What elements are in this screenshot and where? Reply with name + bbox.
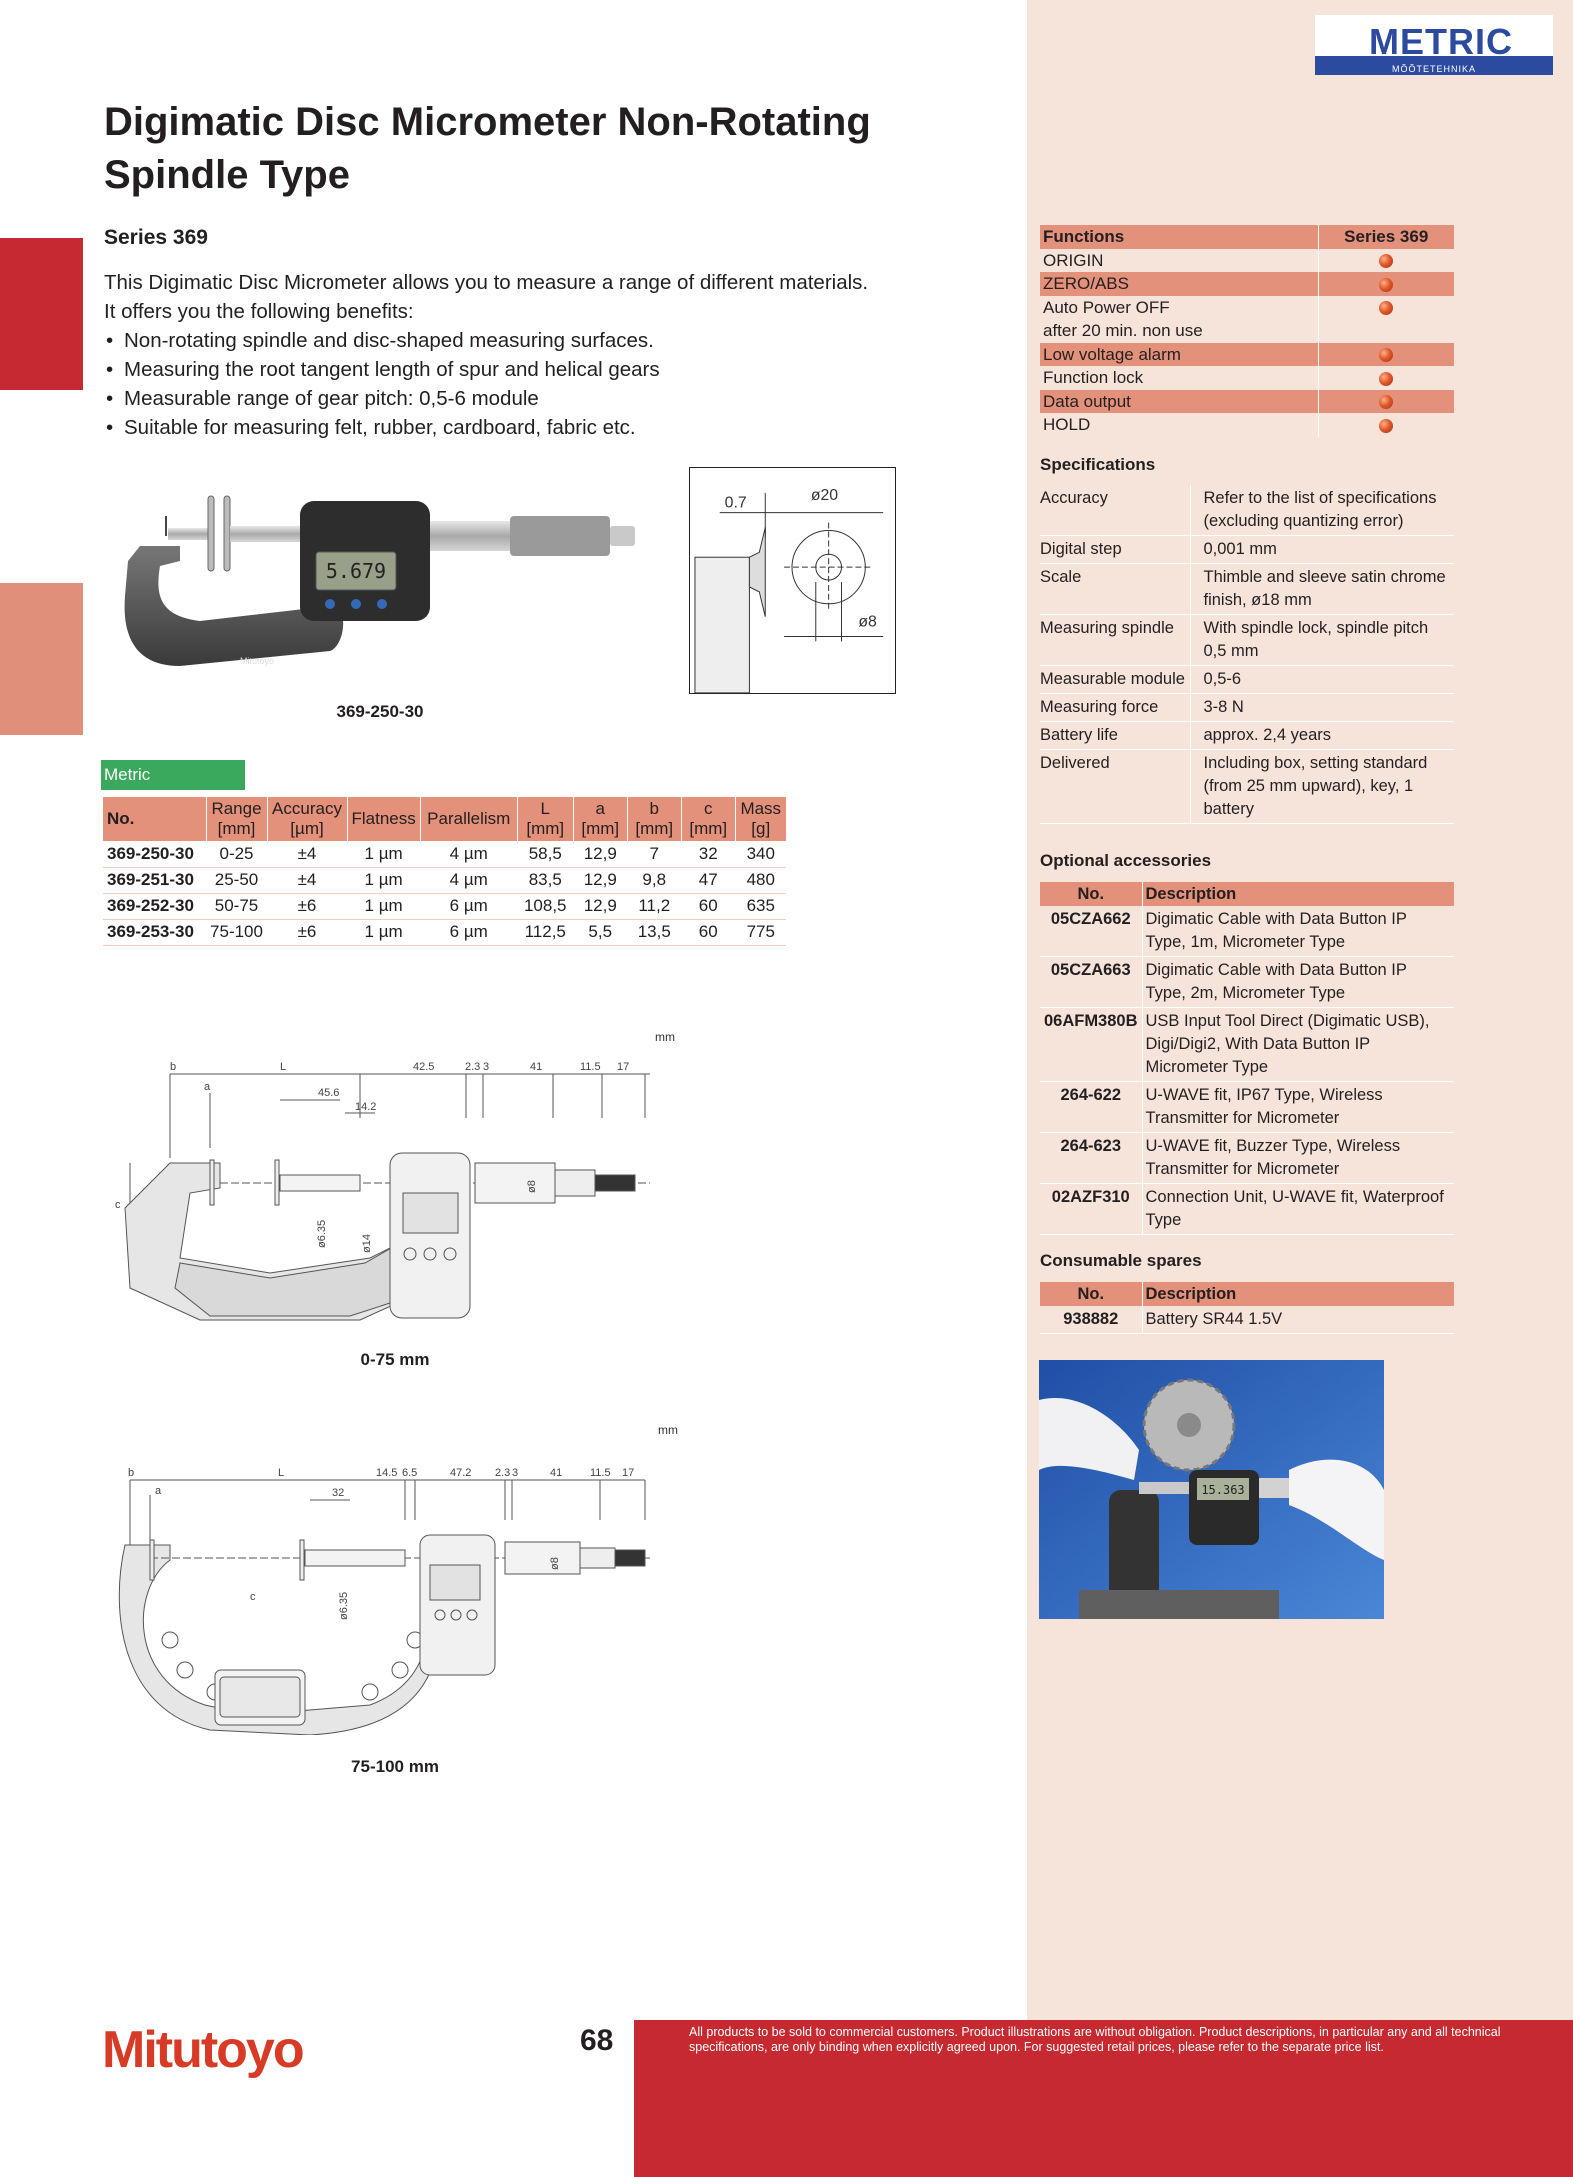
col-c-l2: [mm] bbox=[689, 819, 728, 838]
specifications-table bbox=[1040, 485, 1454, 824]
acc-desc: U-WAVE fit, IP67 Type, Wireless Transmitter for Micrometer bbox=[1142, 1082, 1454, 1133]
drawing1-caption: 0-75 mm bbox=[360, 1350, 430, 1369]
mitutoyo-logo: Mitutoyo bbox=[102, 2021, 303, 2079]
d2-dim-32: 32 bbox=[332, 1487, 345, 1499]
micrometer-photo bbox=[120, 486, 650, 676]
table-row bbox=[103, 919, 786, 945]
cell: 369-250-30 bbox=[103, 841, 206, 867]
col-flatness bbox=[347, 797, 420, 841]
table-row bbox=[103, 893, 786, 919]
cell: 60 bbox=[681, 919, 735, 945]
function-label: ZERO/ABS bbox=[1040, 272, 1318, 296]
cell: 9,8 bbox=[627, 867, 681, 893]
d2-dim-11.5: 11.5 bbox=[590, 1467, 611, 1479]
d1-dim-45.6: 45.6 bbox=[318, 1087, 340, 1099]
function-row bbox=[1040, 249, 1454, 273]
spec-row bbox=[1040, 750, 1454, 824]
cell: 4 µm bbox=[420, 867, 517, 893]
metric-logo bbox=[1315, 15, 1553, 75]
disclaimer: All products to be sold to commercial customers. Product illustrations are without obligation. Product descriptions, in particular any and all technical specifications, are only binding when explicitly agreed upon. For suggested retail prices, please refer to the separate price list. bbox=[689, 2025, 1501, 2054]
col-acc-l1: Accuracy bbox=[272, 799, 342, 818]
d1-dim-3: 3 bbox=[483, 1061, 490, 1073]
photo1-display: 5.679 bbox=[325, 559, 387, 583]
sketch-dim-disc: ø20 bbox=[810, 486, 839, 504]
technical-drawing-0-75 bbox=[110, 1058, 670, 1328]
col-accuracy bbox=[267, 797, 347, 841]
acc-no: 05CZA662 bbox=[1040, 906, 1142, 957]
acc-desc: Digimatic Cable with Data Button IP Type, 1m, Micrometer Type bbox=[1142, 906, 1454, 957]
cell: 369-252-30 bbox=[103, 893, 206, 919]
table-row bbox=[103, 841, 786, 867]
intro-line-1: This Digimatic Disc Micrometer allows you to measure a range of different materials. bbox=[104, 271, 869, 294]
function-label: ORIGIN bbox=[1043, 250, 1104, 270]
acc-desc: Connection Unit, U-WAVE fit, Waterproof Type bbox=[1142, 1184, 1454, 1235]
consumables-header bbox=[1040, 1282, 1454, 1306]
d1-dim-6.35: ø6.35 bbox=[316, 1219, 328, 1248]
acc-col-desc: Description bbox=[1142, 882, 1454, 906]
cell: 775 bbox=[735, 919, 786, 945]
spec-row bbox=[1040, 694, 1454, 722]
table-row bbox=[1040, 957, 1454, 1008]
cons-col-desc: Description bbox=[1142, 1282, 1454, 1306]
function-row bbox=[1040, 390, 1454, 414]
acc-desc: USB Input Tool Direct (Digimatic USB), Digi/Digi2, With Data Button IP Micrometer Type bbox=[1142, 1008, 1454, 1082]
cell: 4 µm bbox=[420, 841, 517, 867]
spec-row bbox=[1040, 536, 1454, 564]
function-label: Auto Power OFF bbox=[1043, 297, 1170, 317]
function-row bbox=[1040, 319, 1454, 343]
photo1-brand: Mitutoyo bbox=[240, 656, 275, 666]
cell: 47 bbox=[681, 867, 735, 893]
spec-key: Accuracy bbox=[1040, 485, 1190, 536]
d2-dim-17: 17 bbox=[622, 1467, 635, 1479]
col-b-l2: [mm] bbox=[635, 819, 674, 838]
d2-dim-6.5: 6.5 bbox=[402, 1467, 418, 1479]
supported-dot-icon bbox=[1379, 419, 1393, 433]
photo1-caption: 369-250-30 bbox=[336, 702, 424, 721]
col-acc-l2: [µm] bbox=[290, 819, 324, 838]
cons-col-no: No. bbox=[1040, 1282, 1142, 1306]
table-row bbox=[1040, 1306, 1454, 1334]
d2-dim-b: b bbox=[128, 1467, 135, 1479]
spec-key: Measurable module bbox=[1040, 666, 1190, 694]
function-label: Low voltage alarm bbox=[1040, 343, 1318, 367]
col-L-l2: [mm] bbox=[526, 819, 565, 838]
spec-value: Thimble and sleeve satin chrome finish, ø18 mm bbox=[1190, 564, 1454, 615]
logo-subtitle: MÕÕTETEHNIKA bbox=[1391, 64, 1476, 74]
table-row bbox=[1040, 1133, 1454, 1184]
function-label: Data output bbox=[1040, 390, 1318, 414]
cell: 75-100 bbox=[206, 919, 267, 945]
cell: 0-25 bbox=[206, 841, 267, 867]
d2-dim-41: 41 bbox=[550, 1467, 563, 1479]
d1-dim-11.5: 11.5 bbox=[580, 1061, 601, 1073]
d1-dim-a: a bbox=[204, 1081, 211, 1093]
col-no-label: No. bbox=[107, 809, 135, 828]
d1-dim-8: ø8 bbox=[526, 1180, 538, 1193]
col-mass-l2: [g] bbox=[751, 819, 771, 838]
col-range-l1: Range bbox=[211, 799, 262, 818]
col-range-l2: [mm] bbox=[217, 819, 256, 838]
table-row bbox=[103, 867, 786, 893]
d2-dim-L: L bbox=[278, 1467, 285, 1479]
col-a-l1: a bbox=[595, 799, 605, 818]
supported-dot-icon bbox=[1379, 254, 1393, 268]
spec-key: Digital step bbox=[1040, 536, 1190, 564]
cell: 25-50 bbox=[206, 867, 267, 893]
function-label: Function lock bbox=[1043, 368, 1144, 388]
cell: 635 bbox=[735, 893, 786, 919]
supported-dot-icon bbox=[1379, 278, 1393, 292]
cell: 1 µm bbox=[347, 893, 420, 919]
acc-no: 264-623 bbox=[1040, 1133, 1142, 1184]
cell: 60 bbox=[681, 893, 735, 919]
table-row bbox=[1040, 1082, 1454, 1133]
application-photo bbox=[1039, 1360, 1384, 1619]
d1-dim-14.2: 14.2 bbox=[355, 1101, 377, 1113]
cell: ±4 bbox=[267, 841, 347, 867]
accent-tab-salmon bbox=[0, 583, 83, 735]
function-row bbox=[1040, 413, 1454, 437]
d1-dim-14: ø14 bbox=[361, 1234, 373, 1253]
function-label: HOLD bbox=[1043, 415, 1091, 435]
d1-dim-2.3: 2.3 bbox=[465, 1061, 481, 1073]
col-mass bbox=[735, 797, 786, 841]
acc-no: 02AZF310 bbox=[1040, 1184, 1142, 1235]
acc-no: 06AFM380B bbox=[1040, 1008, 1142, 1082]
d1-dim-L: L bbox=[280, 1061, 287, 1073]
d2-dim-2.3: 2.3 bbox=[495, 1467, 511, 1479]
drawing1-unit: mm bbox=[655, 1030, 675, 1044]
col-par-label: Parallelism bbox=[427, 809, 511, 828]
function-label: after 20 min. non use bbox=[1043, 321, 1203, 341]
spec-value: 0,5-6 bbox=[1190, 666, 1454, 694]
drawing2-unit: mm bbox=[658, 1423, 678, 1437]
spec-row bbox=[1040, 722, 1454, 750]
model-table bbox=[103, 797, 787, 946]
col-c bbox=[681, 797, 735, 841]
cell: 7 bbox=[627, 841, 681, 867]
cell: 32 bbox=[681, 841, 735, 867]
cell: 5,5 bbox=[573, 919, 627, 945]
cons-no: 938882 bbox=[1040, 1306, 1142, 1334]
accessories-header bbox=[1040, 882, 1454, 906]
cell: 12,9 bbox=[573, 893, 627, 919]
spec-value: approx. 2,4 years bbox=[1190, 722, 1454, 750]
spec-key: Battery life bbox=[1040, 722, 1190, 750]
specifications-title: Specifications bbox=[1040, 455, 1156, 474]
d2-dim-8: ø8 bbox=[549, 1557, 561, 1570]
spec-value: With spindle lock, spindle pitch 0,5 mm bbox=[1190, 615, 1454, 666]
spec-key: Measuring force bbox=[1040, 694, 1190, 722]
spec-row bbox=[1040, 666, 1454, 694]
photo2-display: 15.363 bbox=[1201, 1483, 1245, 1497]
col-a bbox=[573, 797, 627, 841]
spec-key: Scale bbox=[1040, 564, 1190, 615]
acc-no: 264-622 bbox=[1040, 1082, 1142, 1133]
col-mass-l1: Mass bbox=[740, 799, 782, 818]
table-row bbox=[1040, 906, 1454, 957]
disc-sketch bbox=[689, 467, 896, 694]
spec-key: Measuring spindle bbox=[1040, 615, 1190, 666]
cell: 112,5 bbox=[517, 919, 573, 945]
col-b bbox=[627, 797, 681, 841]
table-row bbox=[1040, 1008, 1454, 1082]
benefit-list bbox=[104, 326, 964, 442]
cell: 1 µm bbox=[347, 841, 420, 867]
functions-header-label: Functions bbox=[1040, 225, 1318, 249]
consumables-title: Consumable spares bbox=[1040, 1251, 1202, 1270]
acc-desc: Digimatic Cable with Data Button IP Type, 2m, Micrometer Type bbox=[1142, 957, 1454, 1008]
col-flat-label: Flatness bbox=[351, 809, 416, 828]
benefit-item: • Non-rotating spindle and disc-shaped measuring surfaces. bbox=[104, 326, 964, 355]
accent-tab-red bbox=[0, 238, 83, 390]
spec-value: 3-8 N bbox=[1190, 694, 1454, 722]
supported-dot-icon bbox=[1379, 395, 1393, 409]
supported-dot-icon bbox=[1379, 348, 1393, 362]
col-c-l1: c bbox=[704, 799, 713, 818]
functions-header bbox=[1040, 225, 1454, 249]
d1-dim-41: 41 bbox=[530, 1061, 543, 1073]
functions-series-header: Series 369 bbox=[1318, 225, 1454, 249]
logo-word: METRIC bbox=[1369, 21, 1513, 62]
d2-dim-14.5: 14.5 bbox=[376, 1467, 398, 1479]
sketch-dim-thickness: 0.7 bbox=[724, 494, 747, 512]
cell: 1 µm bbox=[347, 919, 420, 945]
footer-band bbox=[634, 2020, 1573, 2177]
d2-dim-47.2: 47.2 bbox=[450, 1467, 472, 1479]
page-number: 68 bbox=[580, 2024, 614, 2057]
d2-dim-6.35: ø6.35 bbox=[338, 1591, 350, 1620]
col-L bbox=[517, 797, 573, 841]
cell: ±4 bbox=[267, 867, 347, 893]
drawing2-caption: 75-100 mm bbox=[351, 1757, 439, 1776]
page-title: Digimatic Disc Micrometer Non-Rotating Spindle Type bbox=[104, 100, 871, 197]
cell: 58,5 bbox=[517, 841, 573, 867]
d2-dim-c: c bbox=[250, 1591, 256, 1603]
consumables-table bbox=[1040, 1282, 1454, 1334]
col-range bbox=[206, 797, 267, 841]
metric-label: Metric bbox=[101, 760, 245, 790]
benefit-item: • Measurable range of gear pitch: 0,5-6 module bbox=[104, 384, 964, 413]
intro-text bbox=[104, 268, 964, 442]
spec-key: Delivered bbox=[1040, 750, 1190, 824]
cell: 1 µm bbox=[347, 867, 420, 893]
cell: 369-253-30 bbox=[103, 919, 206, 945]
function-row bbox=[1040, 272, 1454, 296]
function-row bbox=[1040, 343, 1454, 367]
cell: 480 bbox=[735, 867, 786, 893]
acc-no: 05CZA663 bbox=[1040, 957, 1142, 1008]
cell: 50-75 bbox=[206, 893, 267, 919]
acc-col-no: No. bbox=[1040, 882, 1142, 906]
spec-value: Refer to the list of specifications (excluding quantizing error) bbox=[1190, 485, 1454, 536]
d2-dim-a: a bbox=[155, 1485, 162, 1497]
cons-desc: Battery SR44 1.5V bbox=[1142, 1306, 1454, 1334]
cell: 13,5 bbox=[627, 919, 681, 945]
functions-table bbox=[1040, 225, 1454, 437]
spec-row bbox=[1040, 564, 1454, 615]
acc-desc: U-WAVE fit, Buzzer Type, Wireless Transmitter for Micrometer bbox=[1142, 1133, 1454, 1184]
cell: 12,9 bbox=[573, 867, 627, 893]
cell: 6 µm bbox=[420, 919, 517, 945]
col-parallelism bbox=[420, 797, 517, 841]
technical-drawing-75-100 bbox=[110, 1460, 670, 1735]
function-row bbox=[1040, 296, 1454, 320]
cell: ±6 bbox=[267, 919, 347, 945]
d1-dim-b: b bbox=[170, 1061, 177, 1073]
sketch-dim-bore: ø8 bbox=[858, 613, 877, 631]
function-row bbox=[1040, 366, 1454, 390]
cell: 340 bbox=[735, 841, 786, 867]
model-table-header bbox=[103, 797, 786, 841]
intro-line-2: It offers you the following benefits: bbox=[104, 300, 414, 323]
accessories-table bbox=[1040, 882, 1454, 1235]
benefit-item: • Measuring the root tangent length of spur and helical gears bbox=[104, 355, 964, 384]
d1-dim-42.5: 42.5 bbox=[413, 1061, 435, 1073]
col-a-l2: [mm] bbox=[581, 819, 620, 838]
series-heading: Series 369 bbox=[104, 226, 208, 249]
cell: 12,9 bbox=[573, 841, 627, 867]
d1-dim-17: 17 bbox=[617, 1061, 630, 1073]
d1-dim-c: c bbox=[115, 1199, 121, 1211]
table-row bbox=[1040, 1184, 1454, 1235]
spec-row bbox=[1040, 615, 1454, 666]
supported-dot-icon bbox=[1379, 301, 1393, 315]
col-L-l1: L bbox=[540, 799, 550, 818]
col-b-l1: b bbox=[649, 799, 659, 818]
cell: 83,5 bbox=[517, 867, 573, 893]
cell: 11,2 bbox=[627, 893, 681, 919]
spec-row bbox=[1040, 485, 1454, 536]
cell: 369-251-30 bbox=[103, 867, 206, 893]
benefit-item: • Suitable for measuring felt, rubber, cardboard, fabric etc. bbox=[104, 413, 964, 442]
spec-value: Including box, setting standard (from 25 mm upward), key, 1 battery bbox=[1190, 750, 1454, 824]
col-no bbox=[103, 797, 206, 841]
cell: 108,5 bbox=[517, 893, 573, 919]
cell: 6 µm bbox=[420, 893, 517, 919]
d2-dim-3: 3 bbox=[512, 1467, 519, 1479]
supported-dot-icon bbox=[1379, 372, 1393, 386]
spec-value: 0,001 mm bbox=[1190, 536, 1454, 564]
accessories-title: Optional accessories bbox=[1040, 851, 1212, 870]
cell: ±6 bbox=[267, 893, 347, 919]
